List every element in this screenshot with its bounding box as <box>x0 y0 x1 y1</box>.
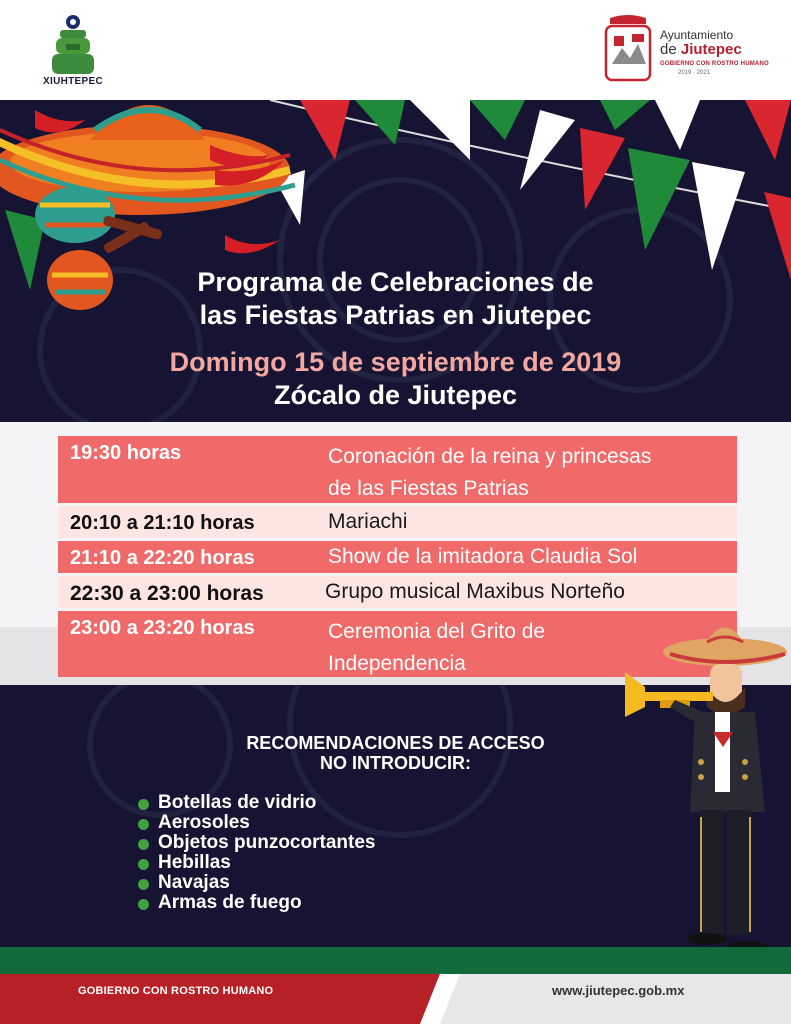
bullet-icon <box>138 879 149 890</box>
schedule-row <box>58 576 737 608</box>
list-item <box>138 833 375 853</box>
list-item-label: Armas de fuego <box>158 892 302 913</box>
schedule-event-line2: Independencia <box>328 652 466 675</box>
schedule-event <box>328 441 651 505</box>
schedule-time: 23:00 a 23:20 horas <box>70 617 255 639</box>
list-item <box>138 793 375 813</box>
program-title-line1: Programa de Celebraciones de <box>197 267 594 297</box>
crest-years: 2019 · 2021 <box>678 70 711 76</box>
schedule-time: 20:10 a 21:10 horas <box>70 512 255 534</box>
bullet-icon <box>138 839 149 850</box>
ayuntamiento-label: Ayuntamiento <box>660 28 734 42</box>
list-item <box>138 853 375 873</box>
schedule-event: Mariachi <box>328 510 408 533</box>
list-item <box>138 893 375 913</box>
schedule-time: 22:30 a 23:00 horas <box>70 582 264 605</box>
footer-slogan: GOBIERNO CON ROSTRO HUMANO <box>78 985 274 997</box>
xiuhtepec-logo-label: XIUHTEPEC <box>43 76 103 87</box>
event-venue: Zócalo de Jiutepec <box>273 380 518 410</box>
schedule-time: 19:30 horas <box>70 442 182 464</box>
municipality-prefix: de <box>660 41 677 58</box>
ayuntamiento-logo <box>600 14 770 89</box>
bullet-icon <box>138 799 149 810</box>
footer-green-stripe <box>0 947 791 974</box>
footer-website-link[interactable]: www.jiutepec.gob.mx <box>552 983 685 998</box>
list-item <box>138 813 375 833</box>
schedule-event: Show de la imitadora Claudia Sol <box>328 545 638 568</box>
bullet-icon <box>138 859 149 870</box>
list-item-label: Aerosoles <box>158 812 250 833</box>
bullet-icon <box>138 899 149 910</box>
municipality-label: Jiutepec <box>680 41 742 58</box>
footer <box>0 974 791 1024</box>
xiuhtepec-emblem-icon <box>38 12 108 76</box>
municipality-name <box>660 41 742 58</box>
list-item <box>138 873 375 893</box>
schedule-row <box>58 436 737 503</box>
footer-red-band <box>0 974 430 1024</box>
event-date: Domingo 15 de septiembre de 2019 <box>169 347 622 377</box>
header-bar <box>0 0 791 100</box>
schedule-row <box>58 506 737 538</box>
recommendations-subtitle: NO INTRODUCIR: <box>320 753 471 773</box>
bullet-icon <box>138 819 149 830</box>
schedule-event <box>328 616 545 680</box>
schedule-row <box>58 541 737 573</box>
hero-panel <box>0 100 791 422</box>
crest-tagline: GOBIERNO CON ROSTRO HUMANO <box>660 61 769 67</box>
schedule-event: Grupo musical Maxibus Norteño <box>325 580 625 603</box>
program-title <box>0 266 791 332</box>
xiuhtepec-logo <box>38 12 108 94</box>
prohibited-items-list <box>138 793 375 913</box>
schedule-event-line2: de las Fiestas Patrias <box>328 477 529 500</box>
schedule-time: 21:10 a 22:20 horas <box>70 547 255 569</box>
recommendations-title: RECOMENDACIONES DE ACCESO <box>246 733 545 753</box>
schedule-event-line1: Ceremonia del Grito de <box>328 620 546 643</box>
list-item-label: Navajas <box>158 872 230 893</box>
jiutepec-crest-icon <box>600 14 656 89</box>
mariachi-trumpeter-icon <box>615 612 791 962</box>
list-item-label: Objetos punzocortantes <box>158 832 376 853</box>
list-item-label: Botellas de vidrio <box>158 792 317 813</box>
schedule-event-line1: Coronación de la reina y princesas <box>328 445 652 468</box>
program-title-line2: las Fiestas Patrias en Jiutepec <box>199 300 592 330</box>
list-item-label: Hebillas <box>158 852 231 873</box>
footer-divider-icon <box>400 974 460 1024</box>
